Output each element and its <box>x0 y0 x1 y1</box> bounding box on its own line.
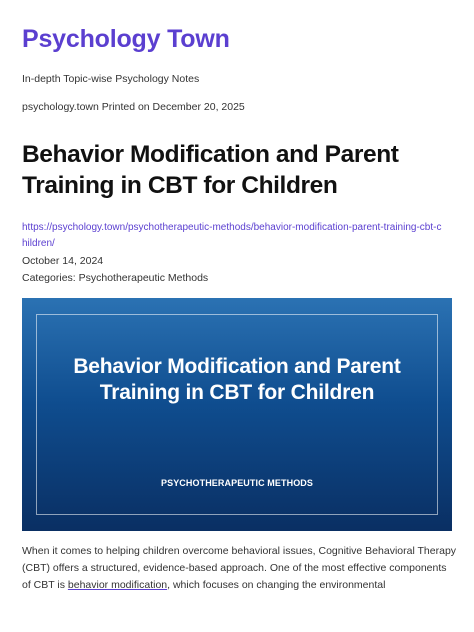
featured-image-category: PSYCHOTHERAPEUTIC METHODS <box>160 478 313 488</box>
printed-note: psychology.town Printed on December 20, 2025 <box>22 101 245 113</box>
post-date: October 14, 2024 <box>22 255 104 267</box>
featured-image-title: Behavior Modification and Parent Training in CBT for Children <box>73 355 401 404</box>
site-title-link[interactable]: Psychology Town <box>22 25 230 53</box>
behavior-modification-link[interactable]: behavior modification <box>67 579 168 591</box>
featured-image <box>22 298 452 531</box>
intro-text-start: When it comes to helping children overcome behavioral issues, Cognitive Behavioral Therapy (CBT) offers a structured, evidence-based approach. One of the most effective components of CBT is <box>22 545 457 591</box>
post-title: Behavior Modification and Parent Training in CBT for Children <box>22 141 399 199</box>
post-categories: Categories: Psychotherapeutic Methods <box>22 272 209 284</box>
article-intro-paragraph <box>22 543 458 594</box>
intro-text-end: , which focuses on changing the environmental <box>167 579 386 591</box>
post-url-link[interactable]: https://psychology.town/psychotherapeutic-methods/behavior-modification-parent-training-cbt-children/ <box>22 222 442 249</box>
site-tagline: In-depth Topic-wise Psychology Notes <box>22 73 200 85</box>
